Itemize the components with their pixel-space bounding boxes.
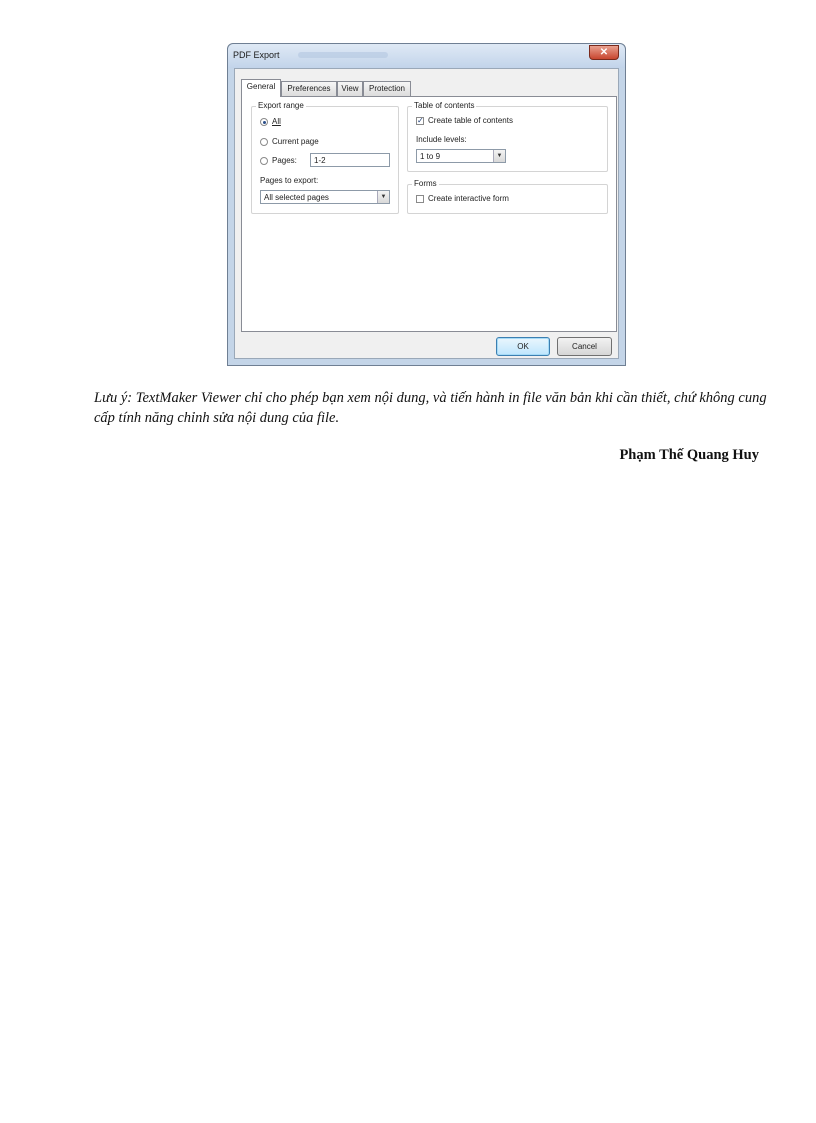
radio-current-page-label[interactable]: Current page [272, 137, 319, 146]
pages-input[interactable]: 1-2 [310, 153, 390, 167]
radio-all[interactable] [260, 118, 268, 126]
pages-to-export-label: Pages to export: [260, 176, 319, 185]
cancel-button[interactable]: Cancel [557, 337, 612, 356]
pages-to-export-value: All selected pages [264, 193, 329, 202]
include-levels-select[interactable] [416, 149, 506, 163]
radio-current-page[interactable] [260, 138, 268, 146]
forms-label: Forms [414, 179, 437, 188]
create-form-checkbox[interactable] [416, 195, 424, 203]
include-levels-label: Include levels: [416, 135, 467, 144]
tab-general[interactable]: General [241, 79, 281, 97]
include-levels-value: 1 to 9 [420, 152, 441, 161]
chevron-down-icon[interactable]: ▼ [377, 191, 389, 203]
forms-group [407, 179, 608, 214]
export-range-label: Export range [258, 101, 304, 110]
ok-button[interactable]: OK [496, 337, 550, 356]
create-form-label[interactable]: Create interactive form [428, 194, 509, 203]
export-range-group [251, 101, 399, 214]
tab-preferences[interactable]: Preferences [281, 81, 337, 96]
radio-all-label[interactable]: All [272, 117, 281, 126]
radio-pages[interactable] [260, 157, 268, 165]
title-blur [298, 52, 388, 58]
close-button[interactable]: ✕ [589, 45, 619, 60]
dialog-body [234, 68, 619, 359]
dialog-title: PDF Export [233, 50, 280, 60]
general-tab-panel [241, 96, 617, 332]
pages-to-export-select[interactable] [260, 190, 390, 204]
dialog-titlebar[interactable] [228, 44, 625, 68]
chevron-down-icon[interactable]: ▼ [493, 150, 505, 162]
author-name: Phạm Thế Quang Huy [619, 447, 759, 463]
create-toc-checkbox[interactable]: ✓ [417, 116, 424, 125]
table-of-contents-group [407, 101, 608, 172]
pdf-export-dialog [227, 43, 626, 366]
radio-dot [263, 121, 266, 124]
tab-view[interactable]: View [337, 81, 363, 96]
note-paragraph: Lưu ý: TextMaker Viewer chỉ cho phép bạn xem nội dung, và tiến hành in file văn bản khi cần thiết, chứ không cung cấp tính năng chỉnh sửa nội dung của file. [94, 390, 767, 426]
tab-protection[interactable]: Protection [363, 81, 411, 96]
radio-pages-label[interactable]: Pages: [272, 156, 297, 165]
create-toc-label[interactable]: Create table of contents [428, 116, 513, 125]
table-of-contents-label: Table of contents [414, 101, 475, 110]
